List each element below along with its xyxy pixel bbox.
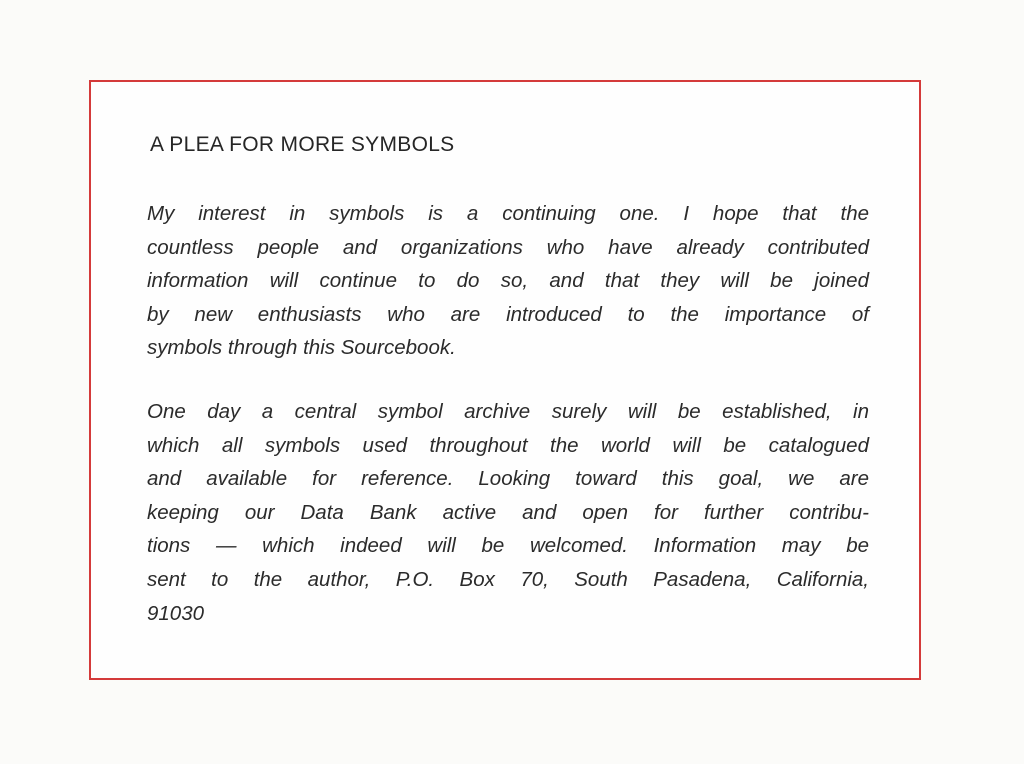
paragraph-1 [147,197,869,365]
page-title: A PLEA FOR MORE SYMBOLS [150,133,455,156]
paragraph-line: countless people and organizations who have already contributed [147,235,869,259]
paragraph-line: information will continue to do so, and that they will be joined [147,269,869,293]
paragraph-line: tions — which indeed will be welcomed. Information may be [147,534,869,558]
paragraph-line: sent to the author, P.O. Box 70, South Pasadena, California, [147,567,869,591]
paragraph-2 [147,395,869,630]
paragraph-line: My interest in symbols is a continuing one. I hope that the [147,202,869,225]
paragraph-line: by new enthusiasts who are introduced to the importance of [147,302,869,326]
paragraph-line: keeping our Data Bank active and open for further contribu- [147,500,869,524]
paragraph-line: One day a central symbol archive surely will be established, in [147,400,869,423]
paragraph-line: symbols through this Sourcebook. [147,336,456,360]
paragraph-line: 91030 [147,601,205,625]
paragraph-line: which all symbols used throughout the world will be catalogued [147,433,869,457]
paragraph-line: and available for reference. Looking toward this goal, we are [147,467,869,491]
